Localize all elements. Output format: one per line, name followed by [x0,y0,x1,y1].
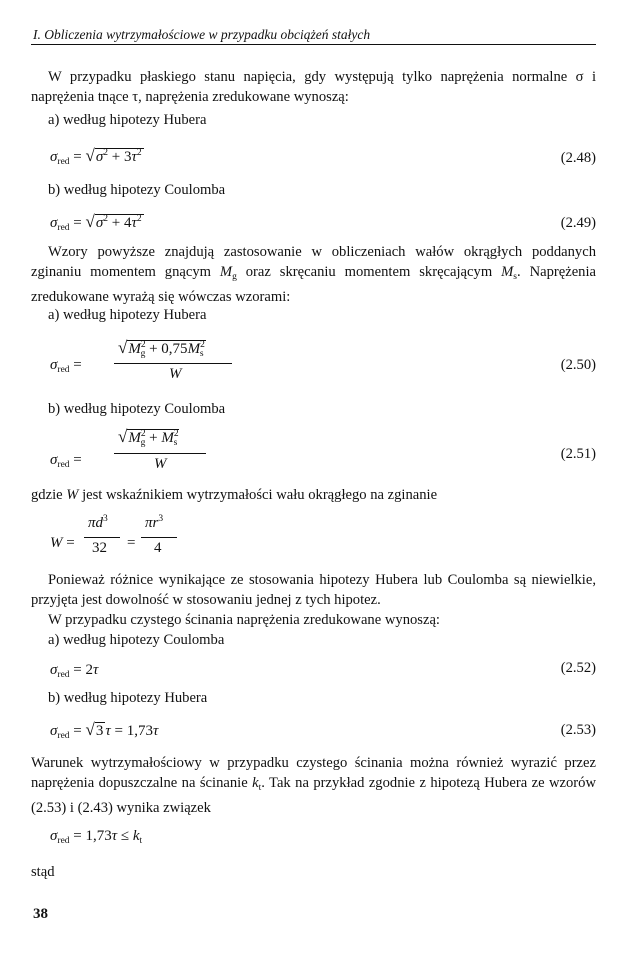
fraction-bar [84,537,120,538]
equation-2-50-numerator: $√M^2_g + 0,75M^2_s$ [118,338,205,359]
equation-number-2-52: (2.52) [560,660,596,676]
fraction-bar [114,453,206,454]
equation-number-2-51: (2.51) [560,446,596,462]
equation-2-49: $\sigma_{red} = √\sigma^2 + 4\tau^2$ [50,212,142,233]
equation-final: $\sigma_{red} = 1,73\tau \le k_t$ [50,828,143,846]
item-coulomb-1: b) według hipotezy Coulomba [48,182,226,198]
paragraph-strength-condition: Warunek wytrzymałościowy w przypadku czystego ścinania można również wyrazić przez naprężenia dopuszczalne na ścinanie $k_t$. Tak na przykład zgodnie z hipotezą Hubera ze wzorów (2.53) i (2.43) wynika związek [31,755,596,816]
equation-2-50-denominator: W [169,366,182,382]
equation-2-51-numerator: $√M^2_g + M^2_s$ [118,427,179,448]
equation-2-51-lhs: $\sigma_{red}$ = [50,452,82,470]
equation-2-51-fraction [114,427,209,479]
equation-number-2-53: (2.53) [560,722,596,738]
equation-2-50-fraction [114,338,234,388]
header-rule [31,44,596,45]
equation-2-51-denominator: W [154,456,167,472]
item-coulomb-3: a) według hipotezy Coulomba [48,632,225,648]
paragraph-hypotheses: Ponieważ różnice wynikające ze stosowania hipotezy Hubera lub Coulomba są niewielkie, przyjęta jest dowolność w stosowaniu jednej z tych hipotez. [31,572,596,608]
fraction-bar [141,537,177,538]
equation-2-48: $\sigma_{red} = √\sigma^2 + 3\tau^2$ [50,146,142,167]
paragraph-shafts: Wzory powyższe znajdują zastosowanie w obliczeniach wałów okrągłych poddanych zginaniu momentem gnącym $M_g$ oraz skręcaniu momentem skręcającym $M_s$. Naprężenia zredukowane wyrażą się wówczas wzorami: [31,244,596,305]
page-number: 38 [33,906,48,922]
paragraph-section-modulus: gdzie W jest wskaźnikiem wytrzymałości wału okrągłego na zginanie [31,487,438,503]
equation-w-lhs: W = [50,535,75,551]
equation-number-2-49: (2.49) [560,215,596,231]
fraction-bar [114,363,232,364]
paragraph-plane-stress: W przypadku płaskiego stanu napięcia, gdy występują tylko naprężenia normalne σ i naprężenia tnące τ, naprężenia zredukowane wynoszą: [31,69,596,105]
paragraph-hence: stąd [31,864,55,880]
book-page: I. Obliczenia wytrzymałościowe w przypadku obciążeń stałych W przypadku płaskiego stanu napięcia, gdy występują tylko naprężenia normalne σ i naprężenia tnące τ, naprężenia zredukowane wynoszą: a) według hipotezy Hubera $\sigma_{red} = √\sigma^2 + 3\tau^2$ (2.48) b) według hipotezy Coulomba $\sigma_{red} = √\sigma^2 + 4\tau^2$ (2.49) Wzory powyższe znajdują zastosowanie w obliczeniach wałów okrągłych poddanych zginaniu momentem gnącym $M_g$ oraz skręcaniu momentem skręcającym $M_s$. Naprężenia zredukowane wyrażą się wówczas wzorami: a) według hipotezy Hubera $\sigma_{red}$ = $√M^2_g + 0,75M^2_s$ W (2.50) b) według hipotezy Coulomba $\sigma_{red}$ = $√M^2_g + M^2_s$ W (2.51) gdzie W jest wskaźnikiem wytrzymałości wału okrągłego na zginanie W = $\pi d^3$ 32 = $\pi r^3$ 4 Ponieważ różnice wynikające ze stosowania hipotezy Hubera lub Coulomba są niewielkie, przyjęta jest dowolność w stosowaniu jednej z tych hipotez. W przypadku czystego ścinania naprężenia zredukowane wynoszą: a) według hipotezy Coulomba $\sigma_{red} = 2\tau$ (2.52) b) według hipotezy Hubera $\sigma_{red} = √3$ τ = 1,73τ (2.53) Warunek wytrzymałościowy w przypadku czystego ścinania można również wyrazić przez naprężenia dopuszczalne na ścinanie $k_t$. Tak na przykład zgodnie z hipotezą Hubera ze wzorów (2.53) i (2.43) wynika związek $\sigma_{red} = 1,73\tau \le k_t$ stąd 38 [31,27,596,922]
equation-2-50-lhs: $\sigma_{red}$ = [50,357,82,375]
equation-number-2-48: (2.48) [560,150,596,166]
item-huber-2: a) według hipotezy Hubera [48,307,207,323]
equation-w-frac-1: $\pi d^3$ 32 [84,514,124,562]
item-huber-3: b) według hipotezy Hubera [48,690,208,706]
paragraph-pure-shear: W przypadku czystego ścinania naprężenia zredukowane wynoszą: [48,612,440,628]
item-coulomb-2: b) według hipotezy Coulomba [48,401,226,417]
item-huber-1: a) według hipotezy Hubera [48,112,207,128]
running-header: I. Obliczenia wytrzymałościowe w przypadku obciążeń stałych [33,27,371,42]
equation-2-52: $\sigma_{red} = 2\tau$ [50,662,99,680]
equation-w-frac-2: $\pi r^3$ 4 [141,514,181,562]
equation-2-53: $\sigma_{red} = √3$ τ = 1,73τ [50,720,159,741]
equation-number-2-50: (2.50) [560,357,596,373]
